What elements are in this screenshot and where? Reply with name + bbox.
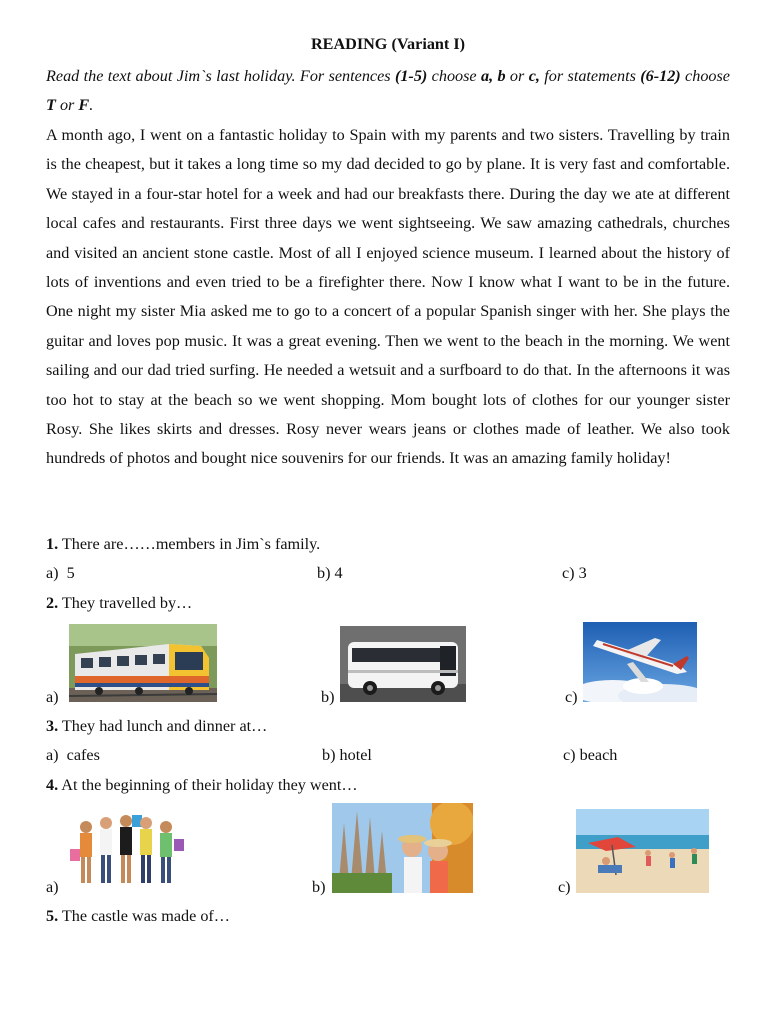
- option-b: b): [312, 878, 326, 896]
- option-c: c): [558, 878, 571, 896]
- question-text: There are……members in Jim`s family.: [58, 535, 321, 553]
- question-2: [46, 592, 730, 614]
- airplane-photo: [583, 622, 697, 702]
- instr-false: F: [78, 96, 90, 115]
- beach-photo: [576, 809, 709, 893]
- shopping-girls-photo: [66, 809, 190, 891]
- question-number: 3.: [46, 717, 59, 735]
- coach-bus-photo: [340, 626, 466, 702]
- option-a: a): [46, 688, 59, 706]
- question-1: [46, 533, 730, 555]
- question-text: They had lunch and dinner at…: [58, 717, 268, 735]
- option-c: c) beach: [563, 746, 618, 764]
- question-number: 1.: [46, 535, 59, 553]
- question-number: 5.: [46, 907, 59, 925]
- option-c: c): [565, 688, 578, 706]
- option-a: a) 5: [46, 564, 75, 582]
- instr-text: or: [505, 67, 529, 85]
- question-4: [46, 774, 730, 796]
- option-b: b) 4: [317, 564, 343, 582]
- option-a: a): [46, 878, 59, 896]
- sightseeing-cathedral-photo: [332, 803, 473, 893]
- option-c: c) 3: [562, 564, 587, 582]
- question-text: They travelled by…: [58, 594, 193, 612]
- option-b: b) hotel: [322, 746, 372, 764]
- question-5: [46, 905, 730, 927]
- instr-range-2: (6-12): [640, 67, 681, 85]
- instr-text: or: [55, 96, 79, 115]
- instr-choice-ab: a, b: [480, 67, 506, 85]
- question-text: At the beginning of their holiday they went…: [58, 776, 358, 794]
- option-a: a) cafes: [46, 746, 100, 764]
- instr-text: choose: [427, 67, 481, 85]
- option-b: b): [321, 688, 335, 706]
- instr-range-1: (1-5): [394, 67, 428, 85]
- question-text: The castle was made of…: [58, 907, 230, 925]
- question-number: 4.: [46, 776, 59, 794]
- train-photo: [69, 624, 217, 702]
- instr-text: Read the text about Jim`s last holiday. For sentences: [46, 67, 395, 85]
- question-3: [46, 715, 730, 737]
- instructions: [46, 62, 730, 121]
- instr-text: .: [89, 96, 94, 115]
- instr-choice-c: c,: [528, 67, 540, 85]
- instr-text: for statements: [539, 67, 641, 85]
- reading-passage: A month ago, I went on a fantastic holiday to Spain with my parents and two sisters. Travelling by train is the cheapest, but it takes a long time so my dad decided to go by plane. It is very fast and comfortable. We stayed in a four-star hotel for a week and had our breakfasts there. During the day we ate at different local cafes and restaurants. First three days we went sightseeing. We saw amazing cathedrals, churches and visited an ancient stone castle. Most of all I enjoyed science museum. I learned about the history of lots of inventions and even tried to be a firefighter there. Now I know what I want to be in the future. One night my sister Mia asked me to go to a concert of a popular Spanish singer with her. She plays the guitar and loves pop music. It was a great evening. Then we went to the beach in the morning. We went sailing and our dad tried surfing. He needed a wetsuit and a surfboard to do that. In the afternoons it was too hot to stay at the beach so we went shopping. Mom bought lots of clothes for our younger sister Rosy. She likes skirts and dresses. Rosy never wears jeans or clothes made of leather. We also took hundreds of photos and bought nice souvenirs for our friends. It was an amazing family holiday!: [46, 126, 730, 468]
- question-number: 2.: [46, 594, 59, 612]
- page-title: READING (Variant I): [310, 35, 466, 53]
- instr-true: T: [46, 96, 56, 115]
- instr-text: choose: [680, 67, 730, 85]
